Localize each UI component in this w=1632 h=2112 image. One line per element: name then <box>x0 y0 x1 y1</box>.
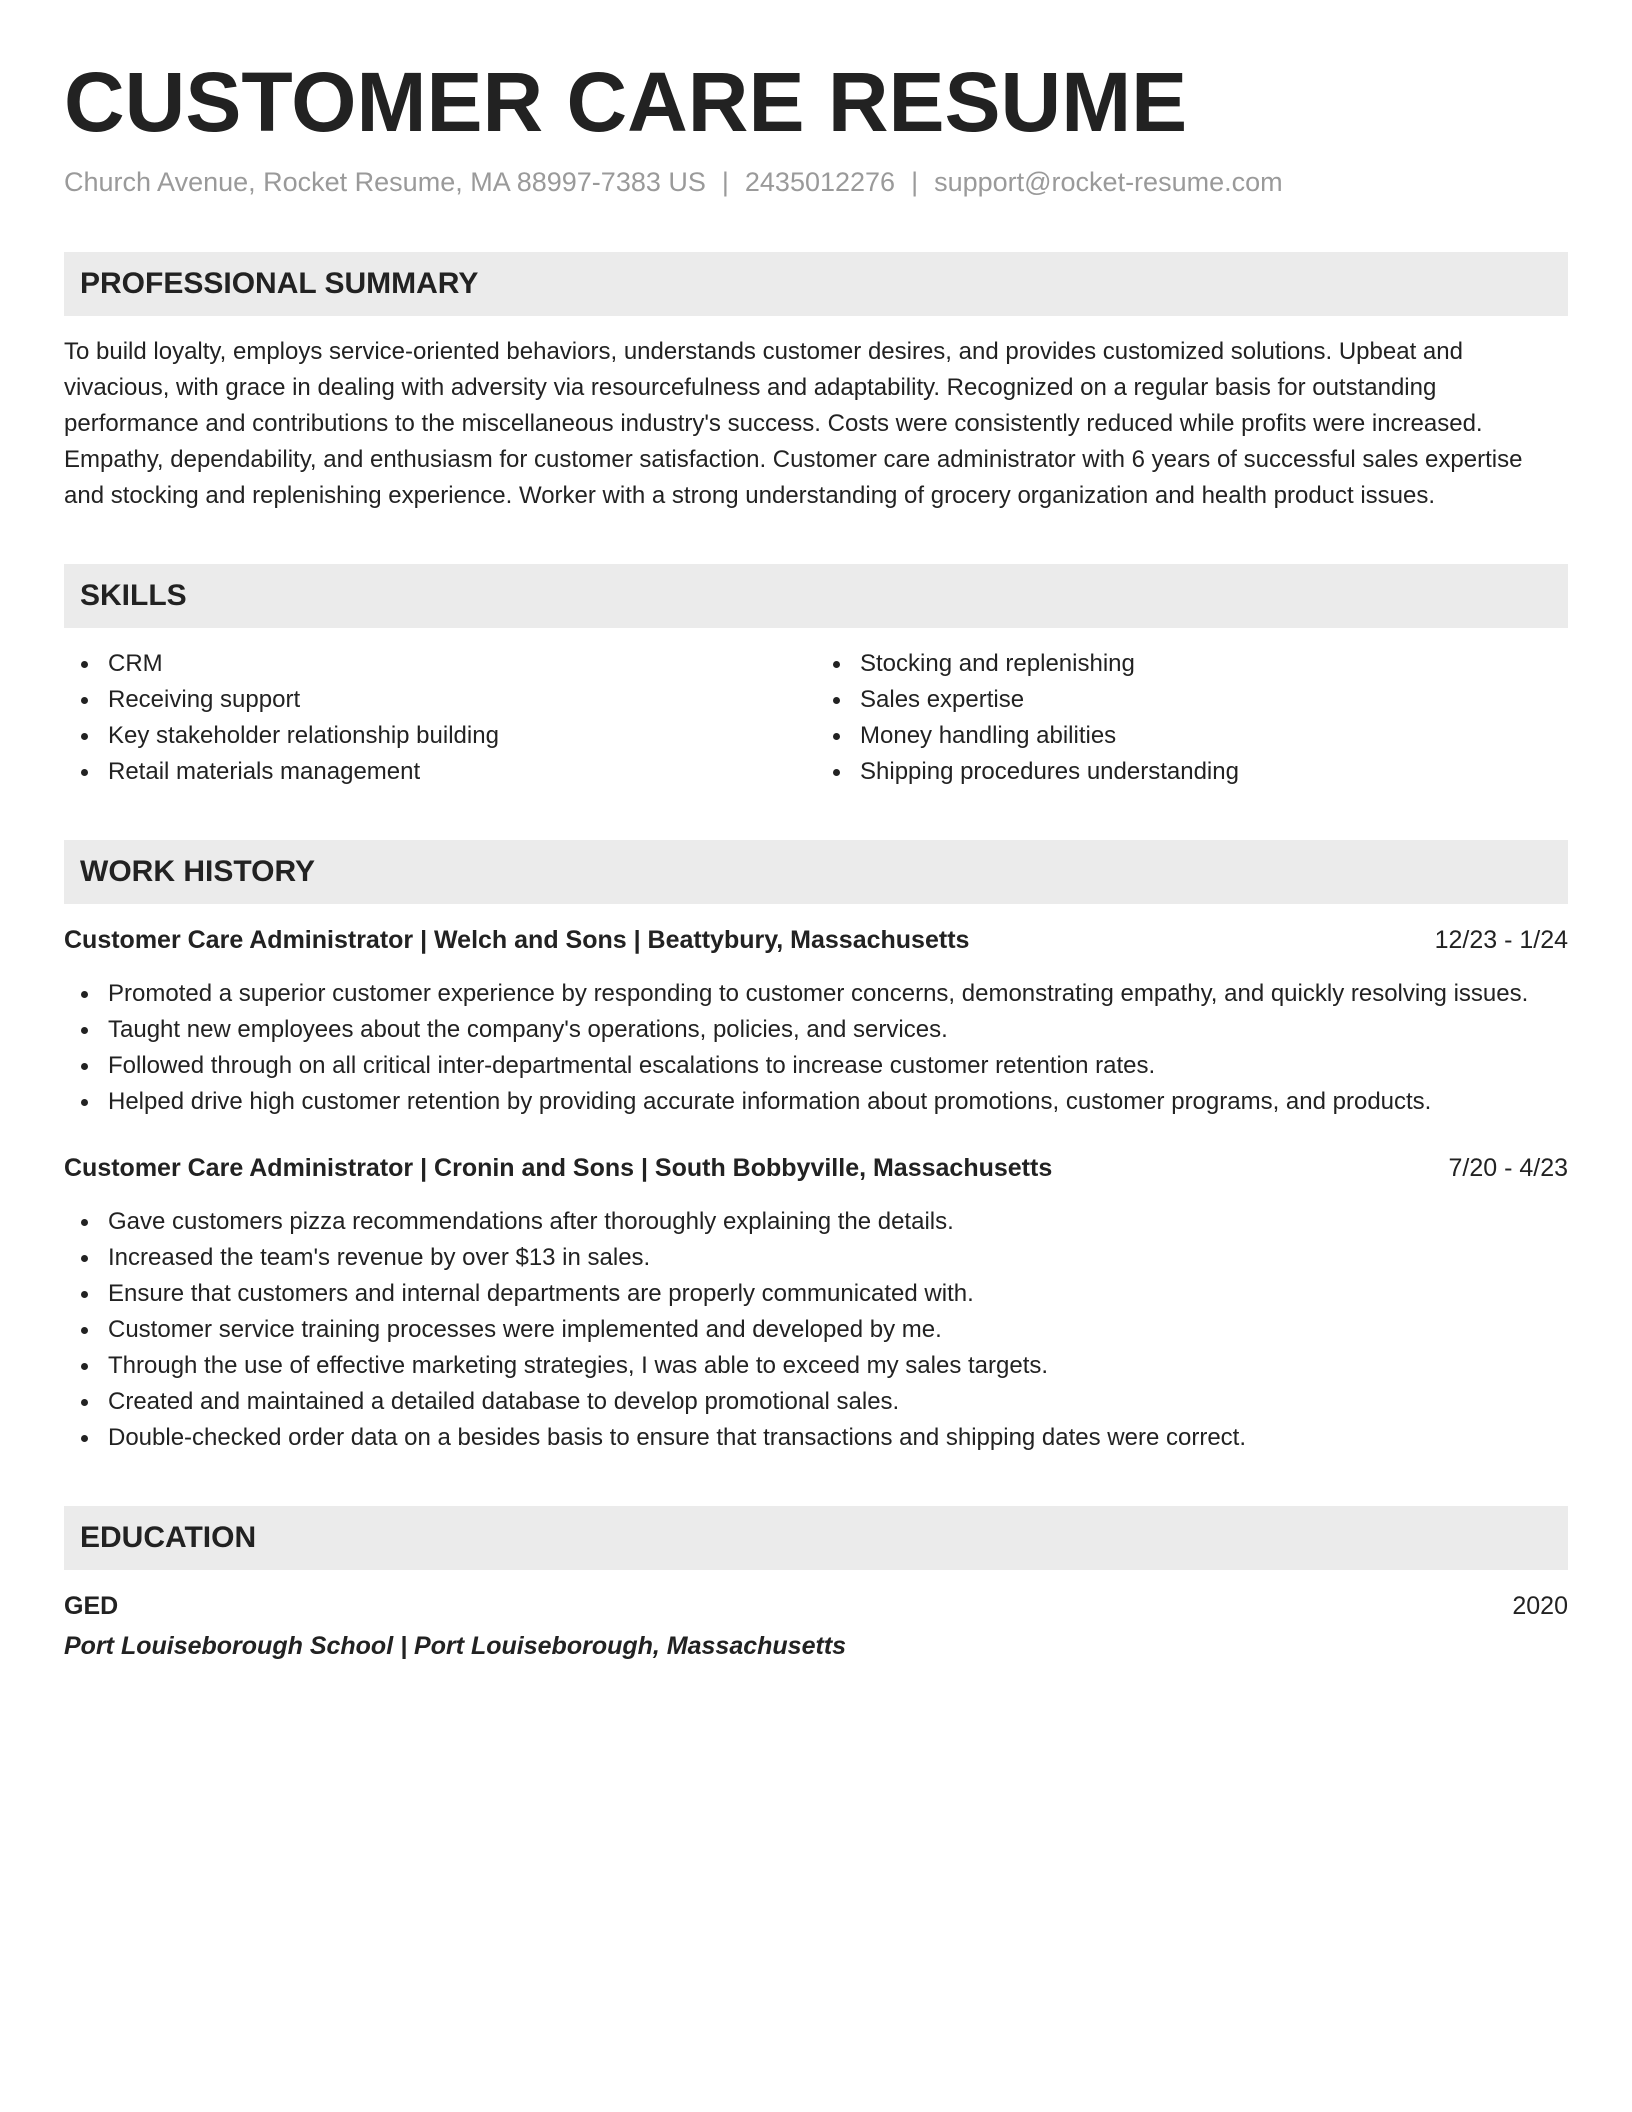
job-bullet: Created and maintained a detailed database to develop promotional sales. <box>108 1384 1568 1420</box>
skill-item: Key stakeholder relationship building <box>108 718 816 754</box>
job-header <box>64 922 1568 958</box>
job-title: Customer Care Administrator | Welch and Sons | Beattybury, Massachusetts <box>64 926 970 954</box>
contact-email: support@rocket-resume.com <box>934 167 1283 197</box>
education-header <box>64 1588 1568 1624</box>
contact-line <box>64 164 1568 200</box>
contact-separator: | <box>911 167 919 197</box>
job-dates: 7/20 - 4/23 <box>1448 1154 1568 1182</box>
job-bullet: Followed through on all critical inter-departmental escalations to increase customer retention rates. <box>108 1048 1568 1084</box>
section-heading-summary: PROFESSIONAL SUMMARY <box>64 252 1568 316</box>
job-bullet: Ensure that customers and internal departments are properly communicated with. <box>108 1276 1568 1312</box>
contact-separator: | <box>721 167 729 197</box>
skill-item: Sales expertise <box>860 682 1568 718</box>
job-dates: 12/23 - 1/24 <box>1434 926 1568 954</box>
skill-item: CRM <box>108 646 816 682</box>
skill-item: Stocking and replenishing <box>860 646 1568 682</box>
section-heading-education: EDUCATION <box>64 1506 1568 1570</box>
job-bullets <box>64 1204 1568 1456</box>
skill-item: Money handling abilities <box>860 718 1568 754</box>
job-title: Customer Care Administrator | Cronin and Sons | South Bobbyville, Massachusetts <box>64 1154 1053 1182</box>
job-bullet: Helped drive high customer retention by providing accurate information about promotions, customer programs, and products. <box>108 1084 1568 1120</box>
section-heading-skills: SKILLS <box>64 564 1568 628</box>
resume-title: CUSTOMER CARE RESUME <box>64 55 1188 149</box>
job-bullet: Through the use of effective marketing strategies, I was able to exceed my sales targets. <box>108 1348 1568 1384</box>
job-entry <box>64 922 1568 1120</box>
job-header <box>64 1150 1568 1186</box>
skill-item: Retail materials management <box>108 754 816 790</box>
job-bullet: Gave customers pizza recommendations after thoroughly explaining the details. <box>108 1204 1568 1240</box>
job-entry <box>64 1150 1568 1456</box>
job-bullet: Customer service training processes were implemented and developed by me. <box>108 1312 1568 1348</box>
section-heading-work: WORK HISTORY <box>64 840 1568 904</box>
job-bullet: Taught new employees about the company's operations, policies, and services. <box>108 1012 1568 1048</box>
education-school: Port Louiseborough School | Port Louiseborough, Massachusetts <box>64 1632 847 1660</box>
contact-address: Church Avenue, Rocket Resume, MA 88997-7383 US <box>64 167 706 197</box>
education-year: 2020 <box>1512 1592 1568 1620</box>
skills-column-right <box>816 646 1568 790</box>
job-bullets <box>64 976 1568 1120</box>
skills-column-left <box>64 646 816 790</box>
skill-item: Shipping procedures understanding <box>860 754 1568 790</box>
summary-text: To build loyalty, employs service-oriented behaviors, understands customer desires, and provides customized solutions. Upbeat and vivacious, with grace in dealing with adversity via resourcefulness and adaptability. Recognized on a regular basis for outstanding performance and contributions to the miscellaneous industry's success. Costs were consistently reduced while profits were increased. Empathy, dependability, and enthusiasm for customer satisfaction. Customer care administrator with 6 years of successful sales expertise and stocking and replenishing experience. Worker with a strong understanding of grocery organization and health product issues. <box>64 338 1523 509</box>
education-degree: GED <box>64 1592 119 1620</box>
skill-item: Receiving support <box>108 682 816 718</box>
skills-list <box>64 646 1568 790</box>
contact-phone: 2435012276 <box>744 167 896 197</box>
job-bullet: Double-checked order data on a besides basis to ensure that transactions and shipping dates were correct. <box>108 1420 1568 1456</box>
job-bullet: Increased the team's revenue by over $13 in sales. <box>108 1240 1568 1276</box>
job-bullet: Promoted a superior customer experience by responding to customer concerns, demonstrating empathy, and quickly resolving issues. <box>108 976 1568 1012</box>
